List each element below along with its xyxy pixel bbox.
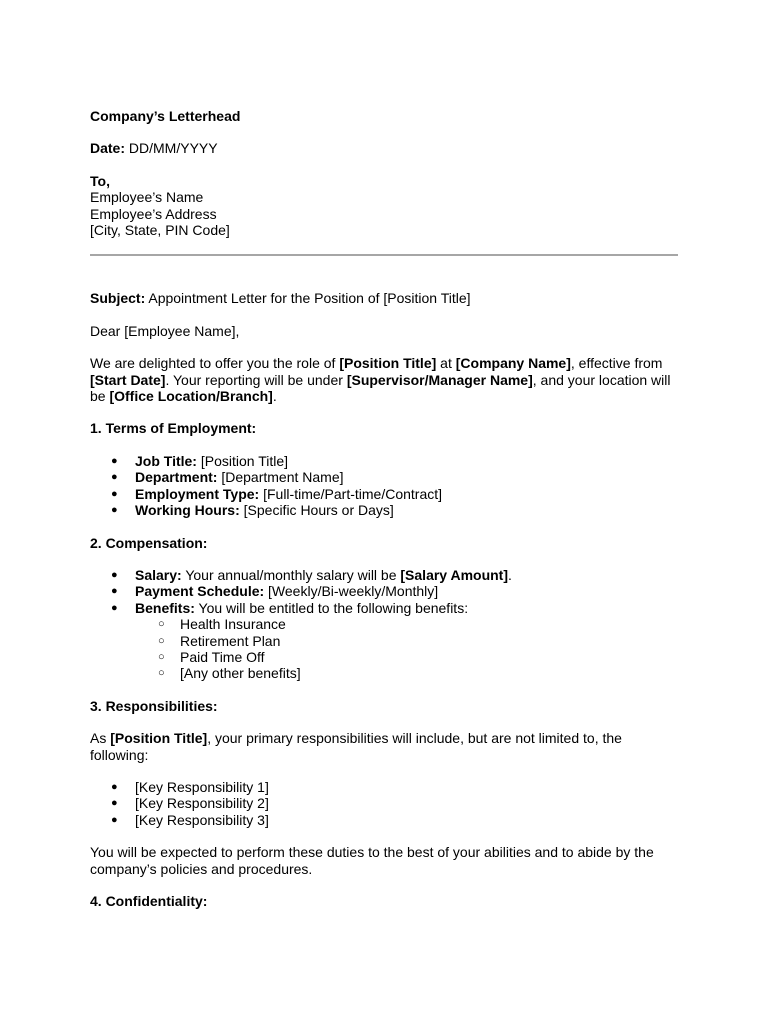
list-item: [90, 469, 680, 485]
list-item: [90, 502, 680, 518]
item-value: [Position Title]: [196, 452, 289, 469]
sub-list-item: ○ Paid Time Off: [90, 649, 680, 665]
item-label: Salary:: [135, 566, 182, 583]
item-value: .: [508, 566, 512, 583]
section-heading-compensation: 2. Compensation:: [90, 534, 208, 551]
item-value: [Weekly/Bi-weekly/Monthly]: [264, 583, 439, 600]
item-label: Department:: [135, 469, 218, 486]
to-label: To,: [90, 172, 110, 189]
section-heading-terms: 1. Terms of Employment:: [90, 420, 257, 437]
list-item: [90, 600, 680, 616]
compensation-list: [90, 567, 680, 616]
intro-office: [Office Location/Branch]: [109, 388, 273, 405]
item-label: Benefits:: [135, 599, 195, 616]
item-label: Payment Schedule:: [135, 583, 265, 600]
item-value: Your annual/monthly salary will be: [181, 566, 401, 583]
item-value: [Full-time/Part-time/Contract]: [259, 485, 443, 502]
intro-supervisor: [Supervisor/Manager Name]: [346, 371, 533, 388]
letterhead: Company’s Letterhead: [90, 108, 241, 124]
date-label: Date:: [90, 140, 126, 157]
item-value: [Department Name]: [217, 469, 344, 486]
intro-position: [Position Title]: [110, 730, 208, 747]
item-label: Working Hours:: [135, 502, 240, 519]
intro-company: [Company Name]: [455, 355, 571, 372]
subject-label: Subject:: [90, 290, 146, 307]
responsibilities-closing: You will be expected to perform these duties to the best of your abilities and to abide by the company’s policies and procedures.: [90, 844, 654, 877]
list-item: [90, 453, 680, 469]
recipient-city: [City, State, PIN Code]: [90, 222, 230, 239]
intro-text: . Your reporting will be under: [165, 371, 347, 388]
intro-text: at: [436, 355, 456, 372]
list-item: ● [Key Responsibility 1]: [90, 779, 680, 795]
list-item: ● [Key Responsibility 2]: [90, 795, 680, 811]
list-item: ● [Key Responsibility 3]: [90, 812, 680, 828]
salutation: Dear [Employee Name],: [90, 322, 240, 339]
intro-text: , effective from: [570, 355, 663, 372]
terms-list: [90, 453, 680, 519]
list-item: [90, 583, 680, 599]
intro-text: As: [90, 730, 111, 747]
section-heading-confidentiality: 4. Confidentiality:: [90, 893, 208, 909]
responsibilities-list: [90, 779, 680, 828]
list-item: [90, 567, 680, 583]
date-value: DD/MM/YYYY: [125, 140, 218, 157]
responsibilities-intro: [90, 730, 680, 763]
item-label: Job Title:: [135, 452, 197, 469]
sub-list-item: ○ Retirement Plan: [90, 633, 680, 649]
benefits-sublist: [90, 616, 680, 682]
recipient-block: [90, 173, 680, 239]
sub-list-item: ○ [Any other benefits]: [90, 665, 680, 681]
intro-paragraph: [90, 355, 680, 404]
date-line: [90, 140, 680, 156]
section-heading-responsibilities: 3. Responsibilities:: [90, 697, 218, 714]
recipient-name: Employee’s Name: [90, 189, 204, 206]
intro-position: [Position Title]: [339, 355, 437, 372]
intro-text: .: [272, 388, 277, 405]
intro-start-date: [Start Date]: [90, 371, 166, 388]
subject-value: Appointment Letter for the Position of [Position Title]: [145, 290, 471, 307]
item-label: Employment Type:: [135, 485, 260, 502]
recipient-address: Employee’s Address: [90, 205, 217, 222]
item-value: [Specific Hours or Days]: [239, 502, 394, 519]
letter-page: [90, 108, 680, 909]
salary-amount: [Salary Amount]: [400, 566, 508, 583]
intro-text: , your primary responsibilities will include, but are not limited to, the following:: [90, 730, 622, 763]
subject-line: [90, 290, 680, 306]
list-item: [90, 486, 680, 502]
intro-text: We are delighted to offer you the role of: [90, 355, 340, 372]
item-value: You will be entitled to the following benefits:: [194, 599, 469, 616]
sub-list-item: ○ Health Insurance: [90, 616, 680, 632]
intro-text: , and your location will be: [90, 371, 671, 405]
